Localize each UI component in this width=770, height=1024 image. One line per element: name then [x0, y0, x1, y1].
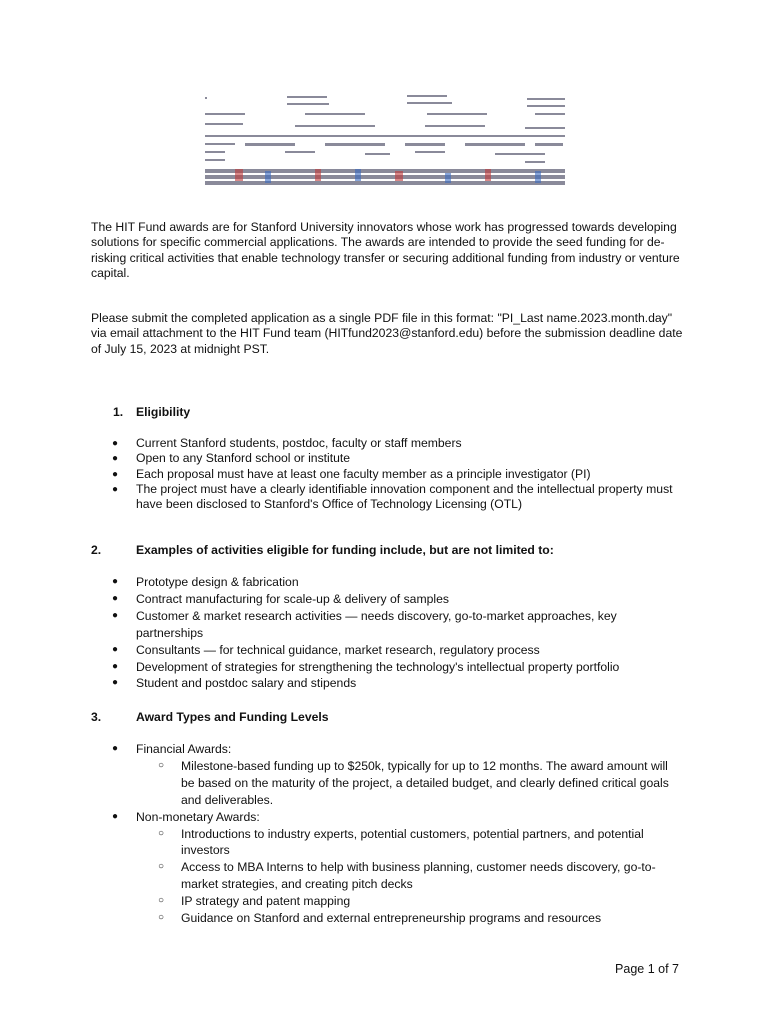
header-logo-graphic [205, 95, 567, 189]
eligibility-list [112, 436, 682, 512]
section-title-activities: Examples of activities eligible for funding include, but are not limited to: [136, 543, 554, 557]
award-type-label: Non-monetary Awards: [136, 809, 260, 824]
list-item: ● Student and postdoc salary and stipends [112, 675, 682, 692]
list-item [112, 741, 682, 809]
award-types-list [112, 741, 682, 927]
sub-list-item: ○ Milestone-based funding up to $250k, typically for up to 12 months. The award amount will be based on the maturity of the project, a detailed budget, and clearly defined critical goals and deliverables. [136, 758, 682, 809]
sub-list-item: ○ Access to MBA Interns to help with business planning, customer needs discovery, go-to-market strategies, and creating pitch decks [136, 859, 682, 893]
submission-instructions: Please submit the completed application as a single PDF file in this format: "PI_Last name.2023.month.day" via email attachment to the HIT Fund team (HITfund2023@stanford.edu) before the submission deadline date of July 15, 2023 at midnight PST. [91, 311, 683, 356]
list-item: ● Each proposal must have at least one faculty member as a principle investigator (PI) [112, 467, 682, 482]
sub-list-item: ○ Introductions to industry experts, potential customers, potential partners, and potential investors [136, 826, 682, 860]
list-item: ● Development of strategies for strengthening the technology's intellectual property portfolio [112, 659, 682, 676]
section-number: 2. [91, 543, 102, 557]
list-item: ● Open to any Stanford school or institute [112, 451, 682, 466]
page-number: Page 1 of 7 [615, 962, 679, 976]
sub-list [136, 758, 682, 809]
list-item: ● Prototype design & fabrication [112, 574, 682, 591]
sub-list-item: ○ IP strategy and patent mapping [136, 893, 682, 910]
section-title-award-types: Award Types and Funding Levels [136, 710, 329, 724]
sub-list-item: ○ Guidance on Stanford and external entrepreneurship programs and resources [136, 910, 682, 927]
list-item: ● Customer & market research activities — needs discovery, go-to-market approaches, key partnerships [112, 608, 682, 642]
activities-list [112, 574, 682, 692]
list-item [112, 809, 682, 927]
section-number: 3. [91, 710, 102, 724]
intro-paragraph: The HIT Fund awards are for Stanford University innovators whose work has progressed towards developing solutions for specific commercial applications. The awards are intended to provide the seed funding for de-risking critical activities that enable technology transfer or securing additional funding from industry or venture capital. [91, 220, 680, 280]
section-number: 1. [113, 405, 124, 419]
section-title-eligibility: Eligibility [136, 405, 191, 419]
award-type-label: Financial Awards: [136, 742, 232, 756]
list-item: ● The project must have a clearly identifiable innovation component and the intellectual property must have been disclosed to Stanford's Office of Technology Licensing (OTL) [112, 482, 682, 513]
list-item: ● Consultants — for technical guidance, market research, regulatory process [112, 642, 682, 659]
sub-list [136, 826, 682, 927]
list-item: ● Current Stanford students, postdoc, faculty or staff members [112, 436, 682, 451]
list-item: ● Contract manufacturing for scale-up & delivery of samples [112, 591, 682, 608]
